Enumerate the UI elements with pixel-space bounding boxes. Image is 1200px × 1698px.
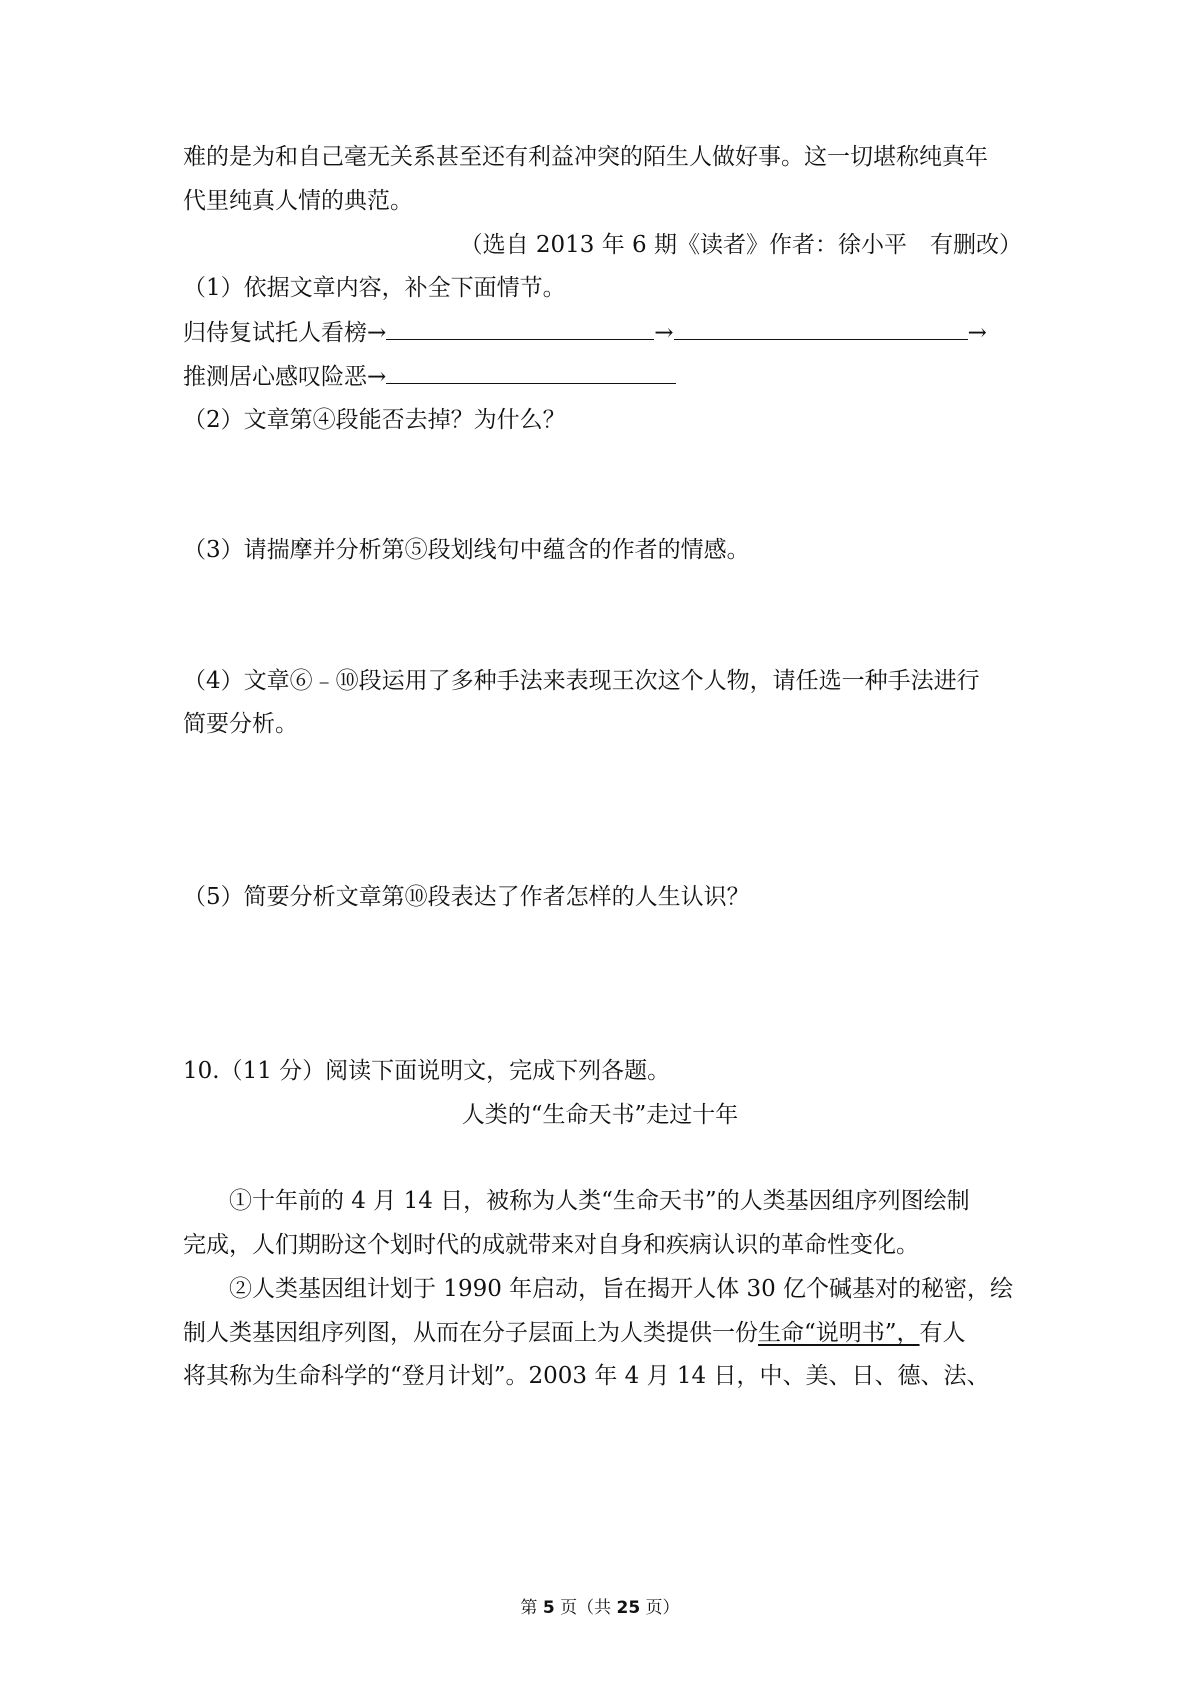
plot-step-last: 推测居心感叹险恶→ bbox=[183, 364, 387, 390]
question-3: （3）请揣摩并分析第⑤段划线句中蕴含的作者的情感。 bbox=[183, 537, 750, 563]
article-para-1-line-1: ①十年前的 4 月 14 日，被称为人类“生命天书”的人类基因组序列图绘制 bbox=[229, 1188, 970, 1214]
total-pages: 25 bbox=[616, 1598, 641, 1618]
question-4-line-1: （4）文章⑥﹣⑩段运用了多种手法来表现王次这个人物，请任选一种手法进行 bbox=[183, 668, 980, 694]
page-number: 5 bbox=[542, 1598, 555, 1618]
footer-prefix: 第 bbox=[520, 1598, 543, 1618]
plot-arrow: → bbox=[967, 320, 987, 346]
article-para-2-line-2 bbox=[183, 1318, 1023, 1348]
question-4-line-2: 简要分析。 bbox=[183, 711, 298, 737]
article-para-2-line-1: ②人类基因组计划于 1990 年启动，旨在揭开人体 30 亿个碱基对的秘密，绘 bbox=[229, 1276, 1014, 1302]
para-2-text-end: 有人 bbox=[919, 1320, 966, 1346]
question-1-prompt: （1）依据文章内容，补全下面情节。 bbox=[183, 275, 566, 301]
question-2: （2）文章第④段能否去掉？为什么？ bbox=[183, 407, 566, 433]
question-10-heading: 10.（11 分）阅读下面说明文，完成下列各题。 bbox=[183, 1058, 671, 1084]
para-2-text: 制人类基因组序列图，从而在分子层面上为人类提供一份 bbox=[183, 1320, 758, 1346]
question-1-plot-row-1 bbox=[183, 317, 1023, 348]
article-title: 人类的“生命天书”走过十年 bbox=[461, 1102, 739, 1128]
passage-source: （选自 2013 年 6 期《读者》作者：徐小平 有删改） bbox=[459, 232, 1022, 258]
question-5: （5）简要分析文章第⑩段表达了作者怎样的人生认识？ bbox=[183, 884, 750, 910]
passage-end-line-2: 代里纯真人情的典范。 bbox=[183, 188, 413, 214]
article-para-1-line-2: 完成，人们期盼这个划时代的成就带来对自身和疾病认识的革命性变化。 bbox=[183, 1232, 919, 1258]
article-para-2-line-3: 将其称为生命科学的“登月计划”。2003 年 4 月 14 日，中、美、日、德、法、 bbox=[183, 1363, 990, 1389]
page-footer bbox=[0, 1596, 1200, 1620]
answer-blank-1[interactable] bbox=[386, 317, 654, 340]
answer-blank-2[interactable] bbox=[674, 317, 968, 340]
plot-arrow: → bbox=[654, 320, 674, 346]
answer-blank-3[interactable] bbox=[386, 361, 676, 384]
footer-middle: 页（共 bbox=[554, 1598, 617, 1618]
underlined-phrase: 生命“说明书”， bbox=[758, 1320, 920, 1346]
question-1-plot-row-2 bbox=[183, 361, 1023, 392]
plot-step-1: 归侍复试托人看榜→ bbox=[183, 320, 387, 346]
passage-end-line-1: 难的是为和自己毫无关系甚至还有利益冲突的陌生人做好事。这一切堪称纯真年 bbox=[183, 144, 988, 170]
footer-suffix: 页） bbox=[640, 1598, 680, 1618]
